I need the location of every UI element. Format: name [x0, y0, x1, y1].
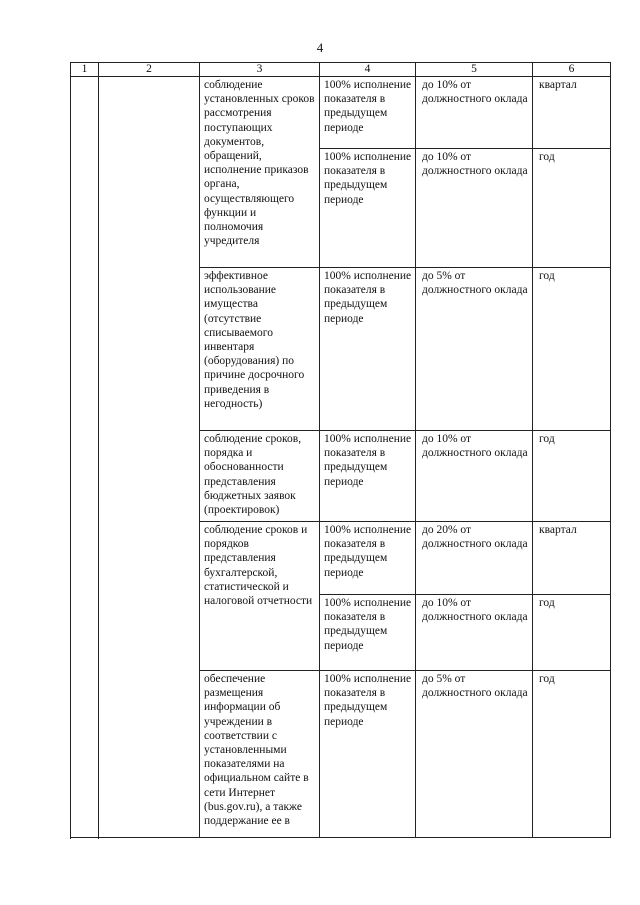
column-number: 4: [320, 63, 416, 77]
criterion-cell: 100% исполнение показателя в предыдущем периоде: [320, 149, 416, 268]
bonus-cell: до 10% от должностного оклада: [416, 77, 533, 149]
indicator-cell: обеспечение размещения информации об учреждении в соответствии с установленными показателями на официальном сайте в сети Интернет (bus.gov.ru), а также поддержание ее в: [200, 671, 320, 838]
column-number: 3: [200, 63, 320, 77]
period-cell: год: [533, 268, 611, 431]
bonus-cell: до 10% от должностного оклада: [416, 149, 533, 268]
column-number: 1: [71, 63, 99, 77]
criterion-cell: 100% исполнение показателя в предыдущем периоде: [320, 77, 416, 149]
criterion-cell: 100% исполнение показателя в предыдущем периоде: [320, 268, 416, 431]
bonus-cell: до 10% от должностного оклада: [416, 595, 533, 671]
empty-cell: [99, 77, 200, 838]
bonus-cell: до 10% от должностного оклада: [416, 431, 533, 522]
period-cell: квартал: [533, 77, 611, 149]
period-cell: год: [533, 595, 611, 671]
bonus-cell: до 5% от должностного оклада: [416, 268, 533, 431]
criterion-cell: 100% исполнение показателя в предыдущем периоде: [320, 671, 416, 838]
bonus-criteria-table: [70, 62, 611, 838]
period-cell: год: [533, 671, 611, 838]
column-number-row: [71, 63, 611, 77]
table-row: [71, 77, 611, 149]
period-cell: квартал: [533, 522, 611, 595]
indicator-cell: соблюдение сроков и порядков представления бухгалтерской, статистической и налоговой отчетности: [200, 522, 320, 671]
indicator-cell: эффективное использование имущества (отсутствие списываемого инвентаря (оборудования) по причине досрочного приведения в негодность): [200, 268, 320, 431]
indicator-cell: соблюдение установленных сроков рассмотрения поступающих документов, обращений, исполнение приказов органа, осуществляющего функции и полномочия учредителя: [200, 77, 320, 268]
page-number: 4: [316, 40, 324, 55]
empty-cell: [71, 77, 99, 838]
period-cell: год: [533, 149, 611, 268]
criterion-cell: 100% исполнение показателя в предыдущем периоде: [320, 431, 416, 522]
bonus-cell: до 20% от должностного оклада: [416, 522, 533, 595]
indicator-cell: соблюдение сроков, порядка и обоснованности представления бюджетных заявок (проектировок): [200, 431, 320, 522]
column-number: 2: [99, 63, 200, 77]
criterion-cell: 100% исполнение показателя в предыдущем периоде: [320, 595, 416, 671]
column-number: 6: [533, 63, 611, 77]
period-cell: год: [533, 431, 611, 522]
criterion-cell: 100% исполнение показателя в предыдущем периоде: [320, 522, 416, 595]
bonus-cell: до 5% от должностного оклада: [416, 671, 533, 838]
column-number: 5: [416, 63, 533, 77]
